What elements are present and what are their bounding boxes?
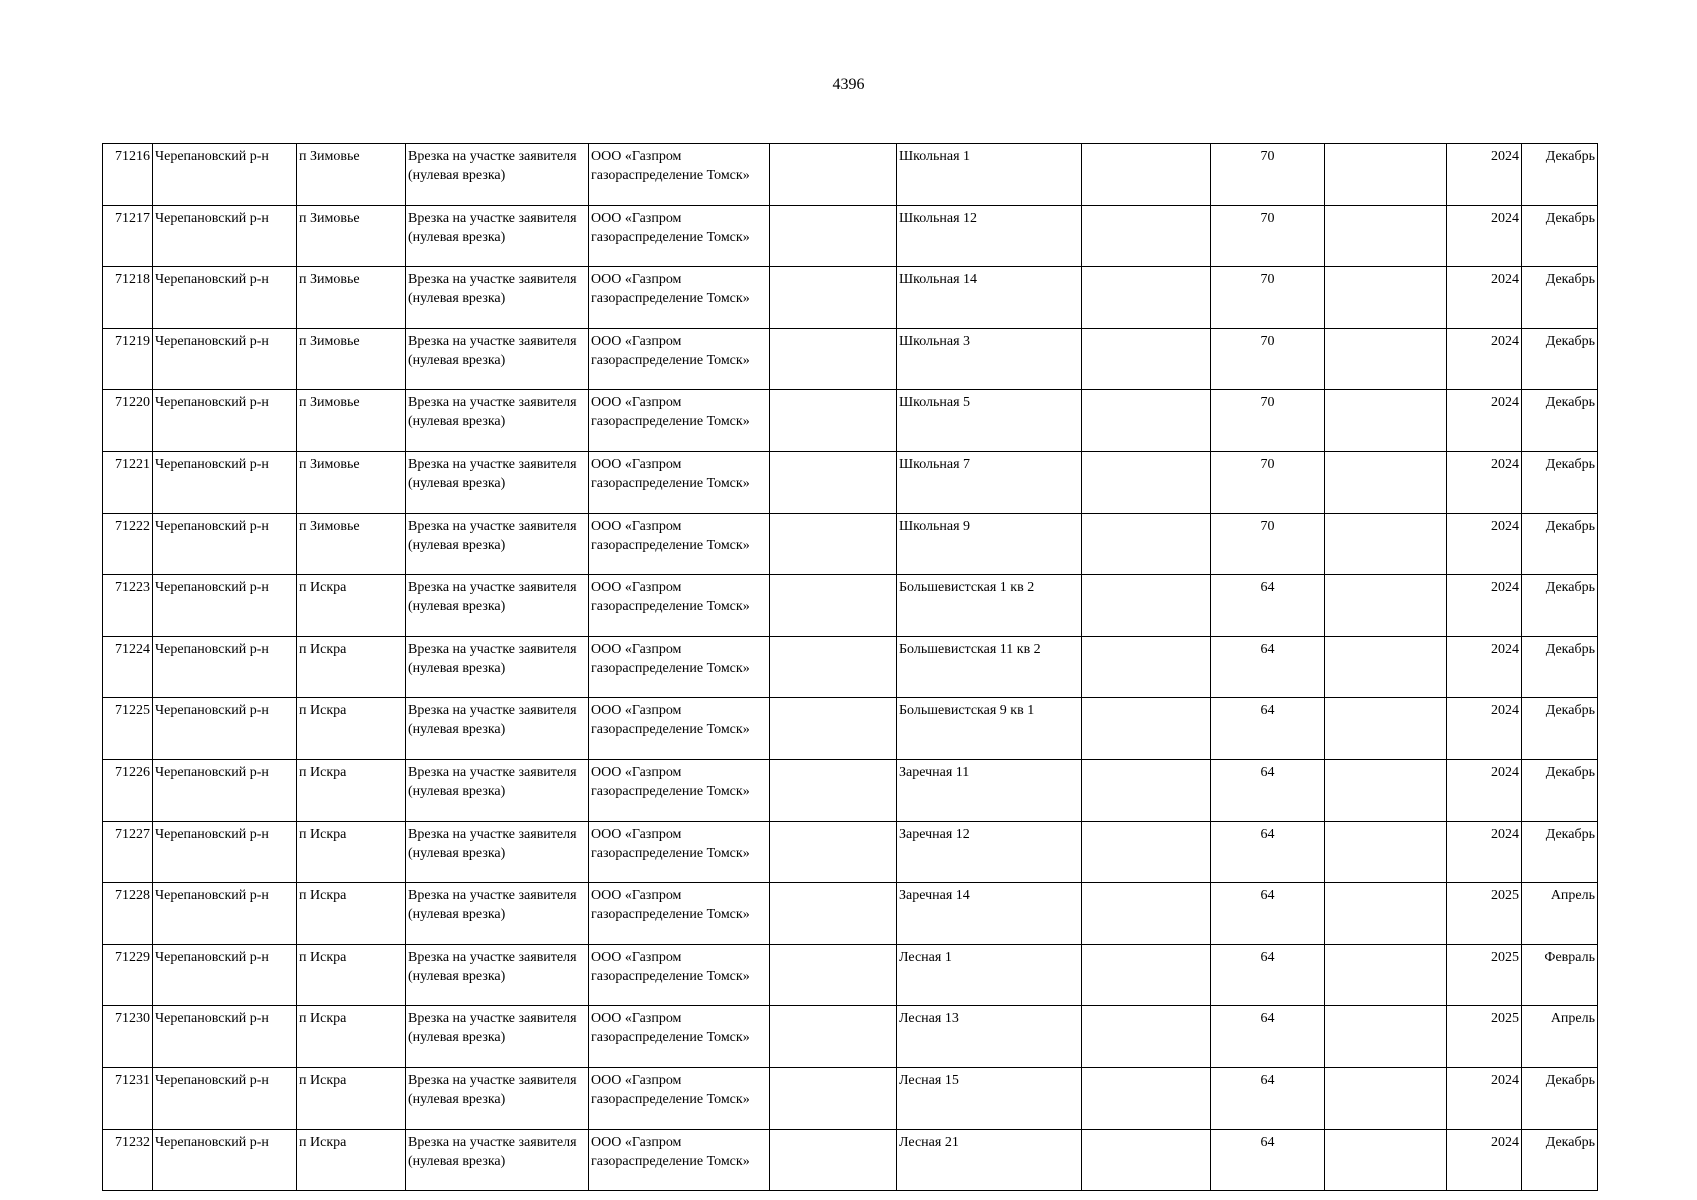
row-number: 71226 — [103, 759, 153, 821]
row-number: 71216 — [103, 144, 153, 206]
empty-cell — [770, 205, 897, 267]
table-row — [103, 1006, 1598, 1068]
organization-cell: ООО «Газпром газораспределение Томск» — [589, 328, 770, 390]
value-cell: 70 — [1211, 328, 1325, 390]
organization-cell: ООО «Газпром газораспределение Томск» — [589, 144, 770, 206]
year-cell: 2024 — [1447, 328, 1522, 390]
year-cell: 2024 — [1447, 759, 1522, 821]
row-number: 71222 — [103, 513, 153, 575]
value-cell: 64 — [1211, 883, 1325, 945]
row-number: 71218 — [103, 267, 153, 329]
empty-cell — [770, 575, 897, 637]
organization-cell: ООО «Газпром газораспределение Томск» — [589, 451, 770, 513]
settlement-cell: п Зимовье — [297, 328, 406, 390]
empty-cell — [1325, 698, 1447, 760]
empty-cell — [1082, 698, 1211, 760]
empty-cell — [1082, 513, 1211, 575]
value-cell: 64 — [1211, 821, 1325, 883]
row-number: 71224 — [103, 636, 153, 698]
address-cell: Большевистская 9 кв 1 — [897, 698, 1082, 760]
organization-cell: ООО «Газпром газораспределение Томск» — [589, 1006, 770, 1068]
work-type-cell: Врезка на участке заявителя (нулевая врезка) — [406, 883, 589, 945]
value-cell: 64 — [1211, 636, 1325, 698]
month-cell: Декабрь — [1522, 1129, 1598, 1191]
address-cell: Большевистская 1 кв 2 — [897, 575, 1082, 637]
settlement-cell: п Искра — [297, 759, 406, 821]
month-cell: Декабрь — [1522, 205, 1598, 267]
work-type-cell: Врезка на участке заявителя (нулевая врезка) — [406, 267, 589, 329]
settlement-cell: п Искра — [297, 944, 406, 1006]
table-row — [103, 144, 1598, 206]
empty-cell — [770, 636, 897, 698]
empty-cell — [1325, 883, 1447, 945]
month-cell: Декабрь — [1522, 451, 1598, 513]
empty-cell — [770, 883, 897, 945]
empty-cell — [1325, 390, 1447, 452]
month-cell: Апрель — [1522, 883, 1598, 945]
address-cell: Школьная 14 — [897, 267, 1082, 329]
organization-cell: ООО «Газпром газораспределение Томск» — [589, 636, 770, 698]
empty-cell — [1325, 205, 1447, 267]
empty-cell — [770, 1067, 897, 1129]
empty-cell — [1082, 451, 1211, 513]
value-cell: 64 — [1211, 944, 1325, 1006]
settlement-cell: п Искра — [297, 821, 406, 883]
settlement-cell: п Зимовье — [297, 390, 406, 452]
address-cell: Большевистская 11 кв 2 — [897, 636, 1082, 698]
address-cell: Школьная 3 — [897, 328, 1082, 390]
year-cell: 2025 — [1447, 1006, 1522, 1068]
address-cell: Школьная 9 — [897, 513, 1082, 575]
empty-cell — [1082, 575, 1211, 637]
work-type-cell: Врезка на участке заявителя (нулевая врезка) — [406, 575, 589, 637]
empty-cell — [770, 451, 897, 513]
settlement-cell: п Искра — [297, 883, 406, 945]
empty-cell — [1325, 944, 1447, 1006]
empty-cell — [770, 698, 897, 760]
value-cell: 70 — [1211, 513, 1325, 575]
work-type-cell: Врезка на участке заявителя (нулевая врезка) — [406, 636, 589, 698]
work-type-cell: Врезка на участке заявителя (нулевая врезка) — [406, 390, 589, 452]
organization-cell: ООО «Газпром газораспределение Томск» — [589, 513, 770, 575]
year-cell: 2024 — [1447, 1067, 1522, 1129]
empty-cell — [770, 1006, 897, 1068]
empty-cell — [770, 821, 897, 883]
district-cell: Черепановский р-н — [153, 328, 297, 390]
year-cell: 2025 — [1447, 883, 1522, 945]
empty-cell — [1082, 883, 1211, 945]
year-cell: 2024 — [1447, 205, 1522, 267]
empty-cell — [1082, 1067, 1211, 1129]
address-cell: Заречная 14 — [897, 883, 1082, 945]
month-cell: Февраль — [1522, 944, 1598, 1006]
empty-cell — [1082, 944, 1211, 1006]
empty-cell — [770, 144, 897, 206]
row-number: 71225 — [103, 698, 153, 760]
organization-cell: ООО «Газпром газораспределение Томск» — [589, 390, 770, 452]
year-cell: 2024 — [1447, 267, 1522, 329]
settlement-cell: п Искра — [297, 1006, 406, 1068]
month-cell: Декабрь — [1522, 267, 1598, 329]
value-cell: 64 — [1211, 1129, 1325, 1191]
work-type-cell: Врезка на участке заявителя (нулевая врезка) — [406, 944, 589, 1006]
address-cell: Лесная 13 — [897, 1006, 1082, 1068]
empty-cell — [1325, 1067, 1447, 1129]
value-cell: 70 — [1211, 451, 1325, 513]
value-cell: 64 — [1211, 575, 1325, 637]
organization-cell: ООО «Газпром газораспределение Томск» — [589, 267, 770, 329]
settlement-cell: п Искра — [297, 575, 406, 637]
address-cell: Лесная 1 — [897, 944, 1082, 1006]
organization-cell: ООО «Газпром газораспределение Томск» — [589, 759, 770, 821]
empty-cell — [1082, 205, 1211, 267]
work-type-cell: Врезка на участке заявителя (нулевая врезка) — [406, 759, 589, 821]
district-cell: Черепановский р-н — [153, 267, 297, 329]
empty-cell — [1082, 390, 1211, 452]
value-cell: 70 — [1211, 267, 1325, 329]
year-cell: 2024 — [1447, 144, 1522, 206]
year-cell: 2024 — [1447, 575, 1522, 637]
month-cell: Декабрь — [1522, 144, 1598, 206]
table-row — [103, 883, 1598, 945]
month-cell: Декабрь — [1522, 390, 1598, 452]
row-number: 71220 — [103, 390, 153, 452]
empty-cell — [1082, 144, 1211, 206]
organization-cell: ООО «Газпром газораспределение Томск» — [589, 575, 770, 637]
empty-cell — [1325, 451, 1447, 513]
empty-cell — [770, 267, 897, 329]
row-number: 71223 — [103, 575, 153, 637]
row-number: 71230 — [103, 1006, 153, 1068]
year-cell: 2024 — [1447, 451, 1522, 513]
address-cell: Школьная 12 — [897, 205, 1082, 267]
organization-cell: ООО «Газпром газораспределение Томск» — [589, 821, 770, 883]
empty-cell — [770, 944, 897, 1006]
page-number: 4396 — [832, 76, 865, 93]
empty-cell — [1325, 636, 1447, 698]
registry-table — [102, 143, 1598, 1191]
district-cell: Черепановский р-н — [153, 944, 297, 1006]
row-number: 71217 — [103, 205, 153, 267]
address-cell: Школьная 7 — [897, 451, 1082, 513]
district-cell: Черепановский р-н — [153, 451, 297, 513]
organization-cell: ООО «Газпром газораспределение Томск» — [589, 944, 770, 1006]
value-cell: 64 — [1211, 759, 1325, 821]
table-row — [103, 759, 1598, 821]
row-number: 71227 — [103, 821, 153, 883]
settlement-cell: п Искра — [297, 1067, 406, 1129]
work-type-cell: Врезка на участке заявителя (нулевая врезка) — [406, 513, 589, 575]
table-row — [103, 575, 1598, 637]
table-row — [103, 390, 1598, 452]
table-row — [103, 944, 1598, 1006]
district-cell: Черепановский р-н — [153, 205, 297, 267]
empty-cell — [1325, 328, 1447, 390]
work-type-cell: Врезка на участке заявителя (нулевая врезка) — [406, 698, 589, 760]
work-type-cell: Врезка на участке заявителя (нулевая врезка) — [406, 205, 589, 267]
address-cell: Лесная 15 — [897, 1067, 1082, 1129]
empty-cell — [1325, 267, 1447, 329]
organization-cell: ООО «Газпром газораспределение Томск» — [589, 698, 770, 760]
row-number: 71231 — [103, 1067, 153, 1129]
settlement-cell: п Зимовье — [297, 451, 406, 513]
year-cell: 2024 — [1447, 513, 1522, 575]
empty-cell — [1325, 821, 1447, 883]
empty-cell — [770, 759, 897, 821]
district-cell: Черепановский р-н — [153, 513, 297, 575]
work-type-cell: Врезка на участке заявителя (нулевая врезка) — [406, 451, 589, 513]
year-cell: 2024 — [1447, 821, 1522, 883]
district-cell: Черепановский р-н — [153, 575, 297, 637]
settlement-cell: п Зимовье — [297, 205, 406, 267]
value-cell: 64 — [1211, 698, 1325, 760]
empty-cell — [1082, 821, 1211, 883]
row-number: 71221 — [103, 451, 153, 513]
empty-cell — [1325, 759, 1447, 821]
organization-cell: ООО «Газпром газораспределение Томск» — [589, 883, 770, 945]
table-row — [103, 205, 1598, 267]
work-type-cell: Врезка на участке заявителя (нулевая врезка) — [406, 821, 589, 883]
table-row — [103, 513, 1598, 575]
settlement-cell: п Искра — [297, 698, 406, 760]
month-cell: Декабрь — [1522, 575, 1598, 637]
district-cell: Черепановский р-н — [153, 883, 297, 945]
month-cell: Декабрь — [1522, 821, 1598, 883]
work-type-cell: Врезка на участке заявителя (нулевая врезка) — [406, 1067, 589, 1129]
settlement-cell: п Искра — [297, 1129, 406, 1191]
year-cell: 2024 — [1447, 1129, 1522, 1191]
value-cell: 70 — [1211, 205, 1325, 267]
table-row — [103, 1067, 1598, 1129]
empty-cell — [770, 513, 897, 575]
year-cell: 2024 — [1447, 390, 1522, 452]
address-cell: Лесная 21 — [897, 1129, 1082, 1191]
value-cell: 70 — [1211, 390, 1325, 452]
empty-cell — [1082, 759, 1211, 821]
empty-cell — [1325, 144, 1447, 206]
address-cell: Школьная 1 — [897, 144, 1082, 206]
table-row — [103, 821, 1598, 883]
table-row — [103, 328, 1598, 390]
district-cell: Черепановский р-н — [153, 144, 297, 206]
year-cell: 2024 — [1447, 698, 1522, 760]
organization-cell: ООО «Газпром газораспределение Томск» — [589, 1129, 770, 1191]
value-cell: 64 — [1211, 1067, 1325, 1129]
value-cell: 70 — [1211, 144, 1325, 206]
district-cell: Черепановский р-н — [153, 1129, 297, 1191]
empty-cell — [770, 390, 897, 452]
value-cell: 64 — [1211, 1006, 1325, 1068]
empty-cell — [770, 1129, 897, 1191]
table-row — [103, 267, 1598, 329]
row-number: 71232 — [103, 1129, 153, 1191]
settlement-cell: п Искра — [297, 636, 406, 698]
month-cell: Декабрь — [1522, 698, 1598, 760]
address-cell: Школьная 5 — [897, 390, 1082, 452]
empty-cell — [770, 328, 897, 390]
year-cell: 2024 — [1447, 636, 1522, 698]
table-row — [103, 698, 1598, 760]
month-cell: Декабрь — [1522, 759, 1598, 821]
settlement-cell: п Зимовье — [297, 144, 406, 206]
settlement-cell: п Зимовье — [297, 267, 406, 329]
work-type-cell: Врезка на участке заявителя (нулевая врезка) — [406, 328, 589, 390]
empty-cell — [1325, 575, 1447, 637]
empty-cell — [1082, 1129, 1211, 1191]
month-cell: Декабрь — [1522, 328, 1598, 390]
table-body — [103, 144, 1598, 1191]
district-cell: Черепановский р-н — [153, 1006, 297, 1068]
address-cell: Заречная 12 — [897, 821, 1082, 883]
month-cell: Декабрь — [1522, 513, 1598, 575]
organization-cell: ООО «Газпром газораспределение Томск» — [589, 205, 770, 267]
row-number: 71219 — [103, 328, 153, 390]
empty-cell — [1082, 1006, 1211, 1068]
work-type-cell: Врезка на участке заявителя (нулевая врезка) — [406, 1129, 589, 1191]
table-row — [103, 1129, 1598, 1191]
month-cell: Апрель — [1522, 1006, 1598, 1068]
address-cell: Заречная 11 — [897, 759, 1082, 821]
district-cell: Черепановский р-н — [153, 390, 297, 452]
work-type-cell: Врезка на участке заявителя (нулевая врезка) — [406, 144, 589, 206]
table-row — [103, 451, 1598, 513]
table-row — [103, 636, 1598, 698]
district-cell: Черепановский р-н — [153, 821, 297, 883]
year-cell: 2025 — [1447, 944, 1522, 1006]
empty-cell — [1325, 1006, 1447, 1068]
empty-cell — [1082, 636, 1211, 698]
settlement-cell: п Зимовье — [297, 513, 406, 575]
row-number: 71229 — [103, 944, 153, 1006]
district-cell: Черепановский р-н — [153, 759, 297, 821]
district-cell: Черепановский р-н — [153, 636, 297, 698]
district-cell: Черепановский р-н — [153, 698, 297, 760]
empty-cell — [1082, 267, 1211, 329]
work-type-cell: Врезка на участке заявителя (нулевая врезка) — [406, 1006, 589, 1068]
month-cell: Декабрь — [1522, 636, 1598, 698]
organization-cell: ООО «Газпром газораспределение Томск» — [589, 1067, 770, 1129]
empty-cell — [1325, 513, 1447, 575]
row-number: 71228 — [103, 883, 153, 945]
empty-cell — [1325, 1129, 1447, 1191]
empty-cell — [1082, 328, 1211, 390]
district-cell: Черепановский р-н — [153, 1067, 297, 1129]
month-cell: Декабрь — [1522, 1067, 1598, 1129]
